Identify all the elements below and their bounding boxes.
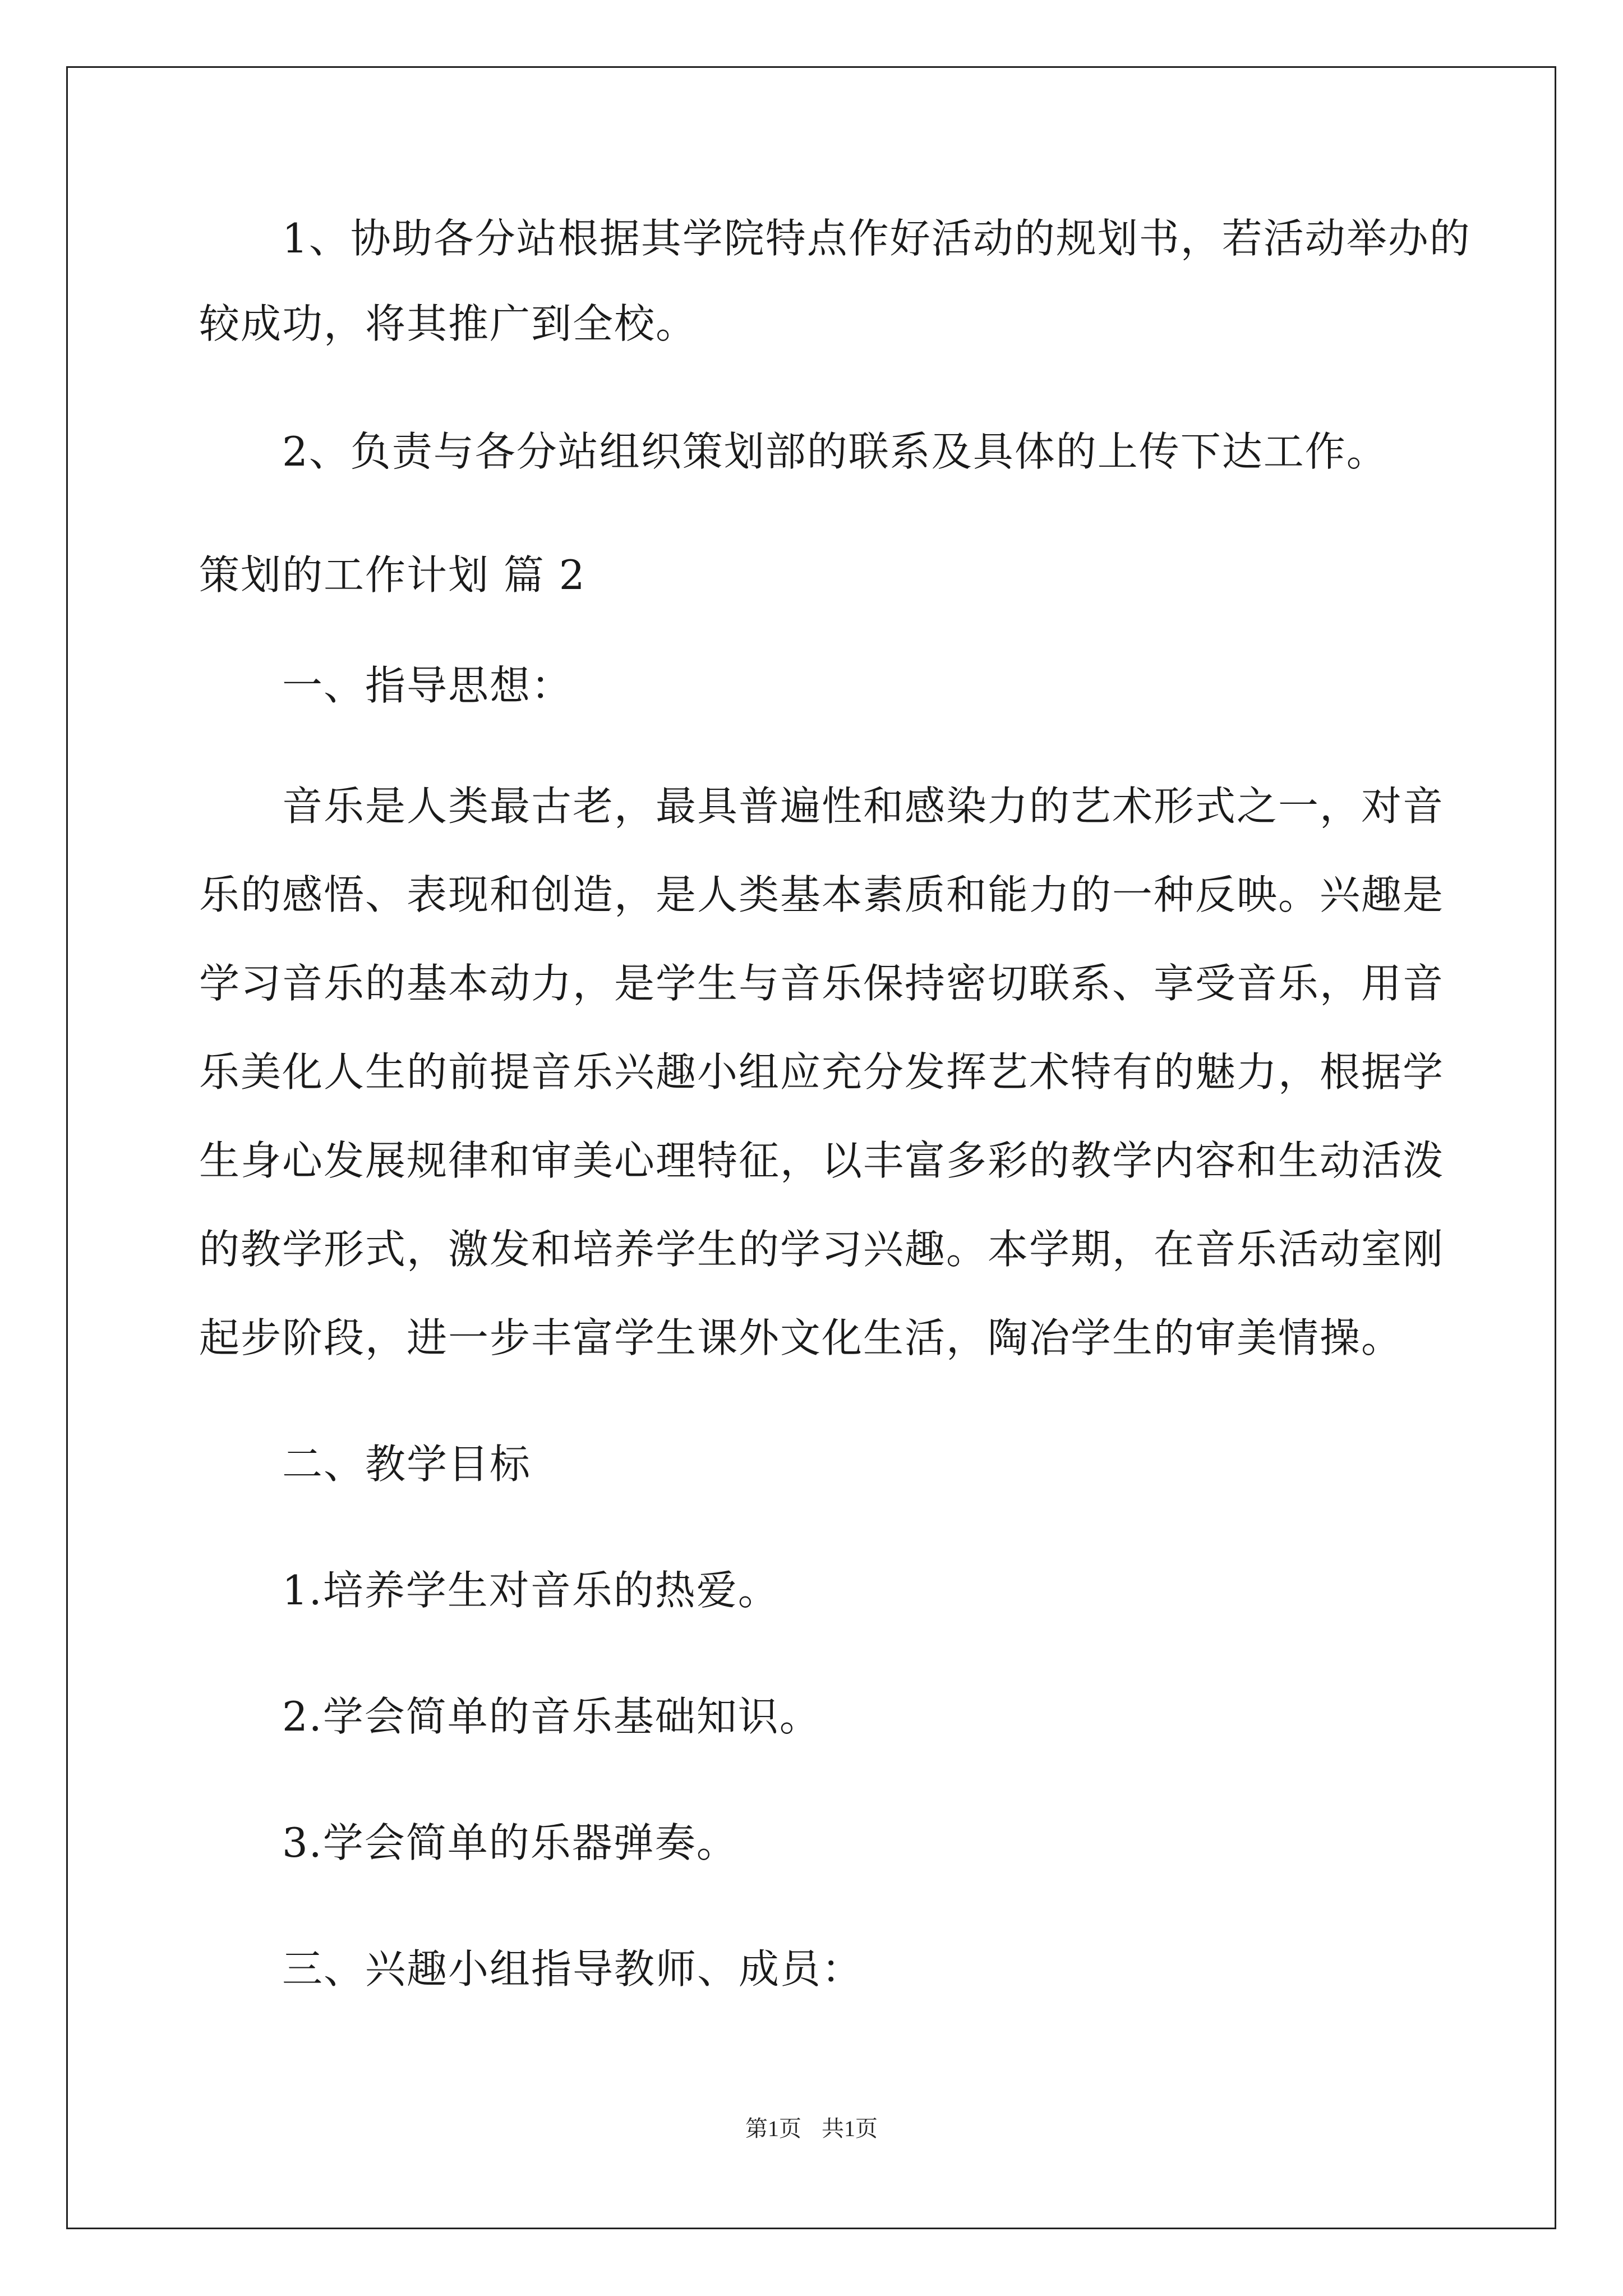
list-item: 3.学会简单的乐器弹奏。 [282,1819,738,1866]
paragraph-line: 2、负责与各分站组织策划部的联系及具体的上传下达工作。 [282,428,1388,475]
page-number: 第1页 [745,2116,801,2141]
page-total: 共1页 [822,2116,878,2141]
paragraph-line: 1、协助各分站根据其学院特点作好活动的规划书，若活动举办的 [282,215,1471,262]
section-heading: 策划的工作计划 篇 2 [199,551,586,599]
paragraph-line: 的教学形式，激发和培养学生的学习兴趣。本学期，在音乐活动室刚 [199,1226,1445,1273]
page-footer [0,2115,1623,2143]
subheading: 三、兴趣小组指导教师、成员： [282,1945,864,1993]
paragraph-line: 乐美化人生的前提音乐兴趣小组应充分发挥艺术特有的魅力，根据学 [199,1048,1445,1096]
list-item: 2.学会简单的音乐基础知识。 [282,1693,821,1740]
subheading: 一、指导思想： [282,662,573,709]
list-item: 1.培养学生对音乐的热爱。 [282,1567,780,1614]
paragraph-line: 学习音乐的基本动力，是学生与音乐保持密切联系、享受音乐，用音 [199,960,1445,1007]
paragraph-line: 较成功，将其推广到全校。 [199,300,698,347]
paragraph-line: 生身心发展规律和审美心理特征，以丰富多彩的教学内容和生动活泼 [199,1137,1445,1184]
subheading: 二、教学目标 [282,1441,532,1488]
paragraph-line: 乐的感悟、表现和创造，是人类基本素质和能力的一种反映。兴趣是 [199,871,1445,918]
paragraph-line: 起步阶段，进一步丰富学生课外文化生活，陶冶学生的审美情操。 [199,1314,1403,1361]
paragraph-line: 音乐是人类最古老，最具普遍性和感染力的艺术形式之一，对音 [282,783,1445,830]
